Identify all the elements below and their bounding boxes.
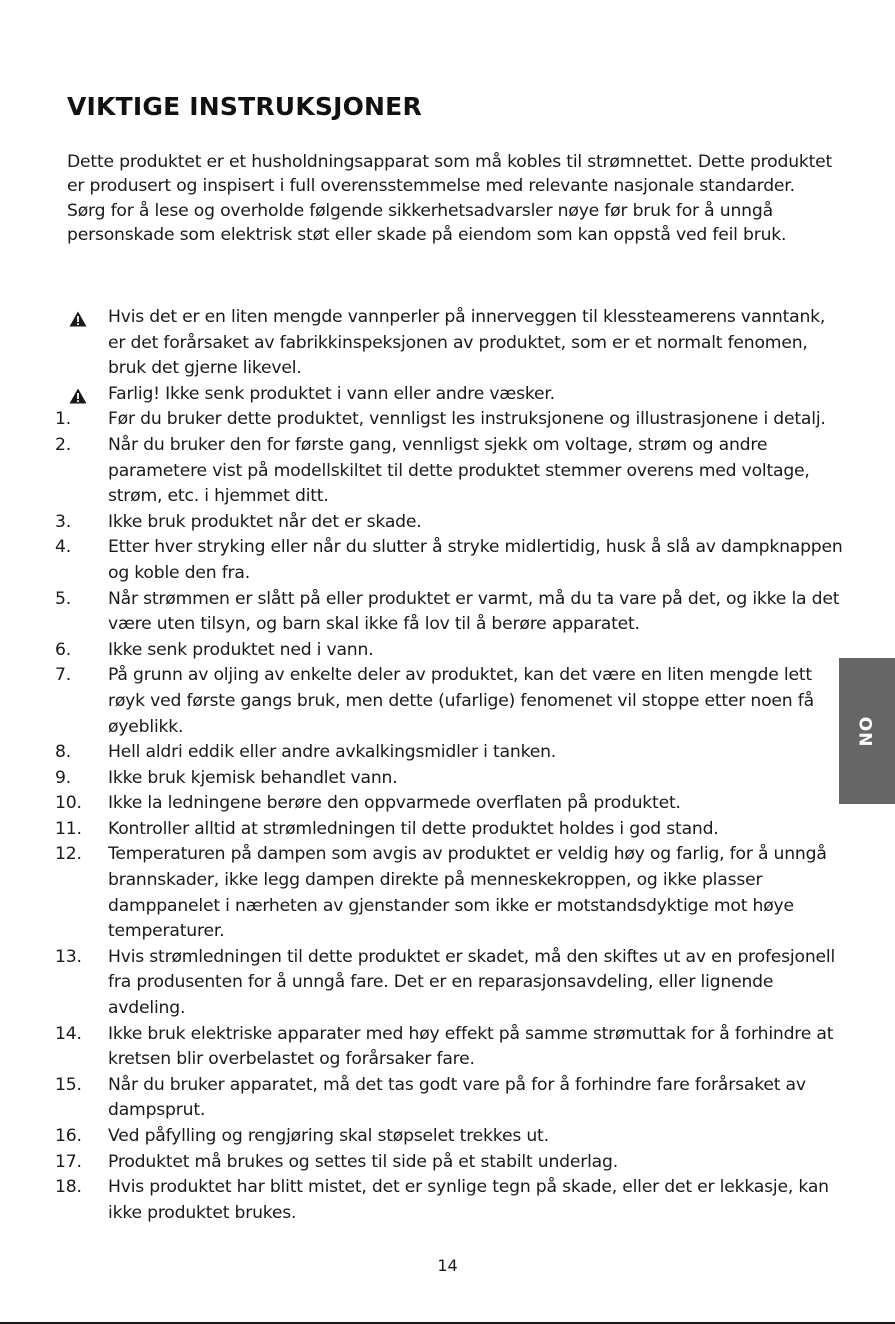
list-item	[55, 407, 845, 433]
item-number: 7.	[55, 665, 71, 686]
list-item	[55, 1073, 845, 1124]
item-text: Ikke bruk produktet når det er skade.	[108, 511, 422, 532]
page-number: 14	[437, 1256, 458, 1275]
item-text: Ikke bruk elektriske apparater med høy effekt på samme strømuttak for å forhindre at kretsen blir overbelastet og forårsaker fare.	[108, 1023, 834, 1070]
item-text: Temperaturen på dampen som avgis av produktet er veldig høy og farlig, for å unngå brannskader, ikke legg dampen direkte på menneskekroppen, og ikke plasser damppanelet i nærheten av gjenstander som ikke er motstandsdyktige mot høye temperaturer.	[108, 844, 827, 942]
warning-marker	[55, 305, 108, 331]
list-item	[55, 1022, 845, 1073]
list-item	[55, 817, 845, 843]
item-text: Etter hver stryking eller når du slutter å stryke midlertidig, husk å slå av dampknappen og koble den fra.	[108, 537, 843, 583]
item-text: Når du bruker apparatet, må det tas godt vare på for å forhindre fare forårsaket av dampsprut.	[108, 1074, 806, 1121]
item-text: På grunn av oljing av enkelte deler av produktet, kan det være en liten mengde lett røyk ved første gangs bruk, men dette (ufarlige) fenomenet vil stoppe etter noen få øyeblikk.	[108, 665, 814, 737]
list-item	[55, 842, 845, 944]
item-number: 5.	[55, 588, 71, 609]
item-text: Ikke senk produktet ned i vann.	[108, 639, 374, 660]
list-item	[55, 638, 845, 664]
warning-item	[55, 382, 845, 408]
item-number: 8.	[55, 742, 71, 763]
item-text: Hell aldri eddik eller andre avkalkingsmidler i tanken.	[108, 742, 557, 763]
list-item	[55, 433, 845, 510]
intro-paragraph: Dette produktet er et husholdningsapparat som må kobles til strømnettet. Dette produktet er produsert og inspisert i full overensstemmelse med relevante nasjonale standarder. Sørg for å lese og overholde følgende sikkerhetsadvarsler nøye før bruk for å unngå personskade som elektrisk støt eller skade på eiendom som kan oppstå ved feil bruk.	[67, 152, 833, 246]
item-number: 2.	[55, 434, 71, 455]
item-text: Hvis produktet har blitt mistet, det er synlige tegn på skade, eller det er lekkasje, kan ikke produktet brukes.	[108, 1177, 829, 1223]
warning-text: Farlig! Ikke senk produktet i vann eller andre væsker.	[108, 383, 555, 404]
item-number: 3.	[55, 511, 71, 532]
instruction-list	[55, 305, 845, 1226]
item-number: 16.	[55, 1126, 82, 1146]
list-item	[55, 766, 845, 792]
list-item	[55, 510, 845, 536]
list-item	[55, 791, 845, 817]
warning-text: Hvis det er en liten mengde vannperler på innerveggen til klessteamerens vanntank, er det forårsaket av fabrikkinspeksjonen av produktet, som er et normalt fenomen, bruk det gjerne likevel.	[108, 307, 826, 379]
list-item	[55, 1175, 845, 1226]
item-number: 13.	[55, 946, 82, 967]
list-item	[55, 945, 845, 1022]
item-text: Før du bruker dette produktet, vennligst les instruksjonene og illustrasjonene i detalj.	[108, 409, 826, 430]
item-number: 6.	[55, 639, 71, 660]
item-text: Når du bruker den for første gang, vennligst sjekk om voltage, strøm og andre parametere vist på modellskiltet til dette produktet stemmer overens med voltage, strøm, etc. i hjemmet ditt.	[108, 434, 810, 507]
list-item	[55, 535, 845, 586]
warning-triangle-icon	[69, 311, 87, 327]
item-number: 12.	[55, 844, 82, 865]
list-item	[55, 587, 845, 638]
item-number: 1.	[55, 409, 71, 430]
item-number: 10.	[55, 793, 82, 814]
item-text: Ikke la ledningene berøre den oppvarmede overflaten på produktet.	[108, 793, 681, 814]
language-tab	[839, 658, 895, 804]
list-item	[55, 1150, 845, 1176]
item-number: 11.	[55, 818, 82, 839]
page-title: VIKTIGE INSTRUKSJONER	[67, 92, 422, 121]
item-number: 15.	[55, 1074, 82, 1095]
list-item	[55, 1124, 845, 1150]
item-text: Når strømmen er slått på eller produktet er varmt, må du ta vare på det, og ikke la det være uten tilsyn, og barn skal ikke få lov til å berøre apparatet.	[108, 588, 840, 635]
item-number: 4.	[55, 537, 71, 558]
warning-triangle-icon	[69, 388, 87, 404]
item-text: Kontroller alltid at strømledningen til dette produktet holdes i god stand.	[108, 818, 719, 839]
list-item	[55, 663, 845, 740]
list-item	[55, 740, 845, 766]
item-number: 14.	[55, 1023, 82, 1044]
item-text: Hvis strømledningen til dette produktet er skadet, må den skiftes ut av en profesjonell fra produsenten for å unngå fare. Det er en reparasjonsavdeling, eller lignende avdeling.	[108, 946, 836, 1019]
item-number: 17.	[55, 1151, 82, 1172]
warning-item	[55, 305, 845, 382]
item-text: Ikke bruk kjemisk behandlet vann.	[108, 767, 398, 788]
item-number: 18.	[55, 1177, 82, 1198]
item-text: Produktet må brukes og settes til side på et stabilt underlag.	[108, 1151, 618, 1172]
item-number: 9.	[55, 767, 71, 788]
item-text: Ved påfylling og rengjøring skal støpselet trekkes ut.	[108, 1126, 549, 1146]
language-tab-label: NO	[857, 715, 877, 747]
warning-marker	[55, 382, 108, 408]
